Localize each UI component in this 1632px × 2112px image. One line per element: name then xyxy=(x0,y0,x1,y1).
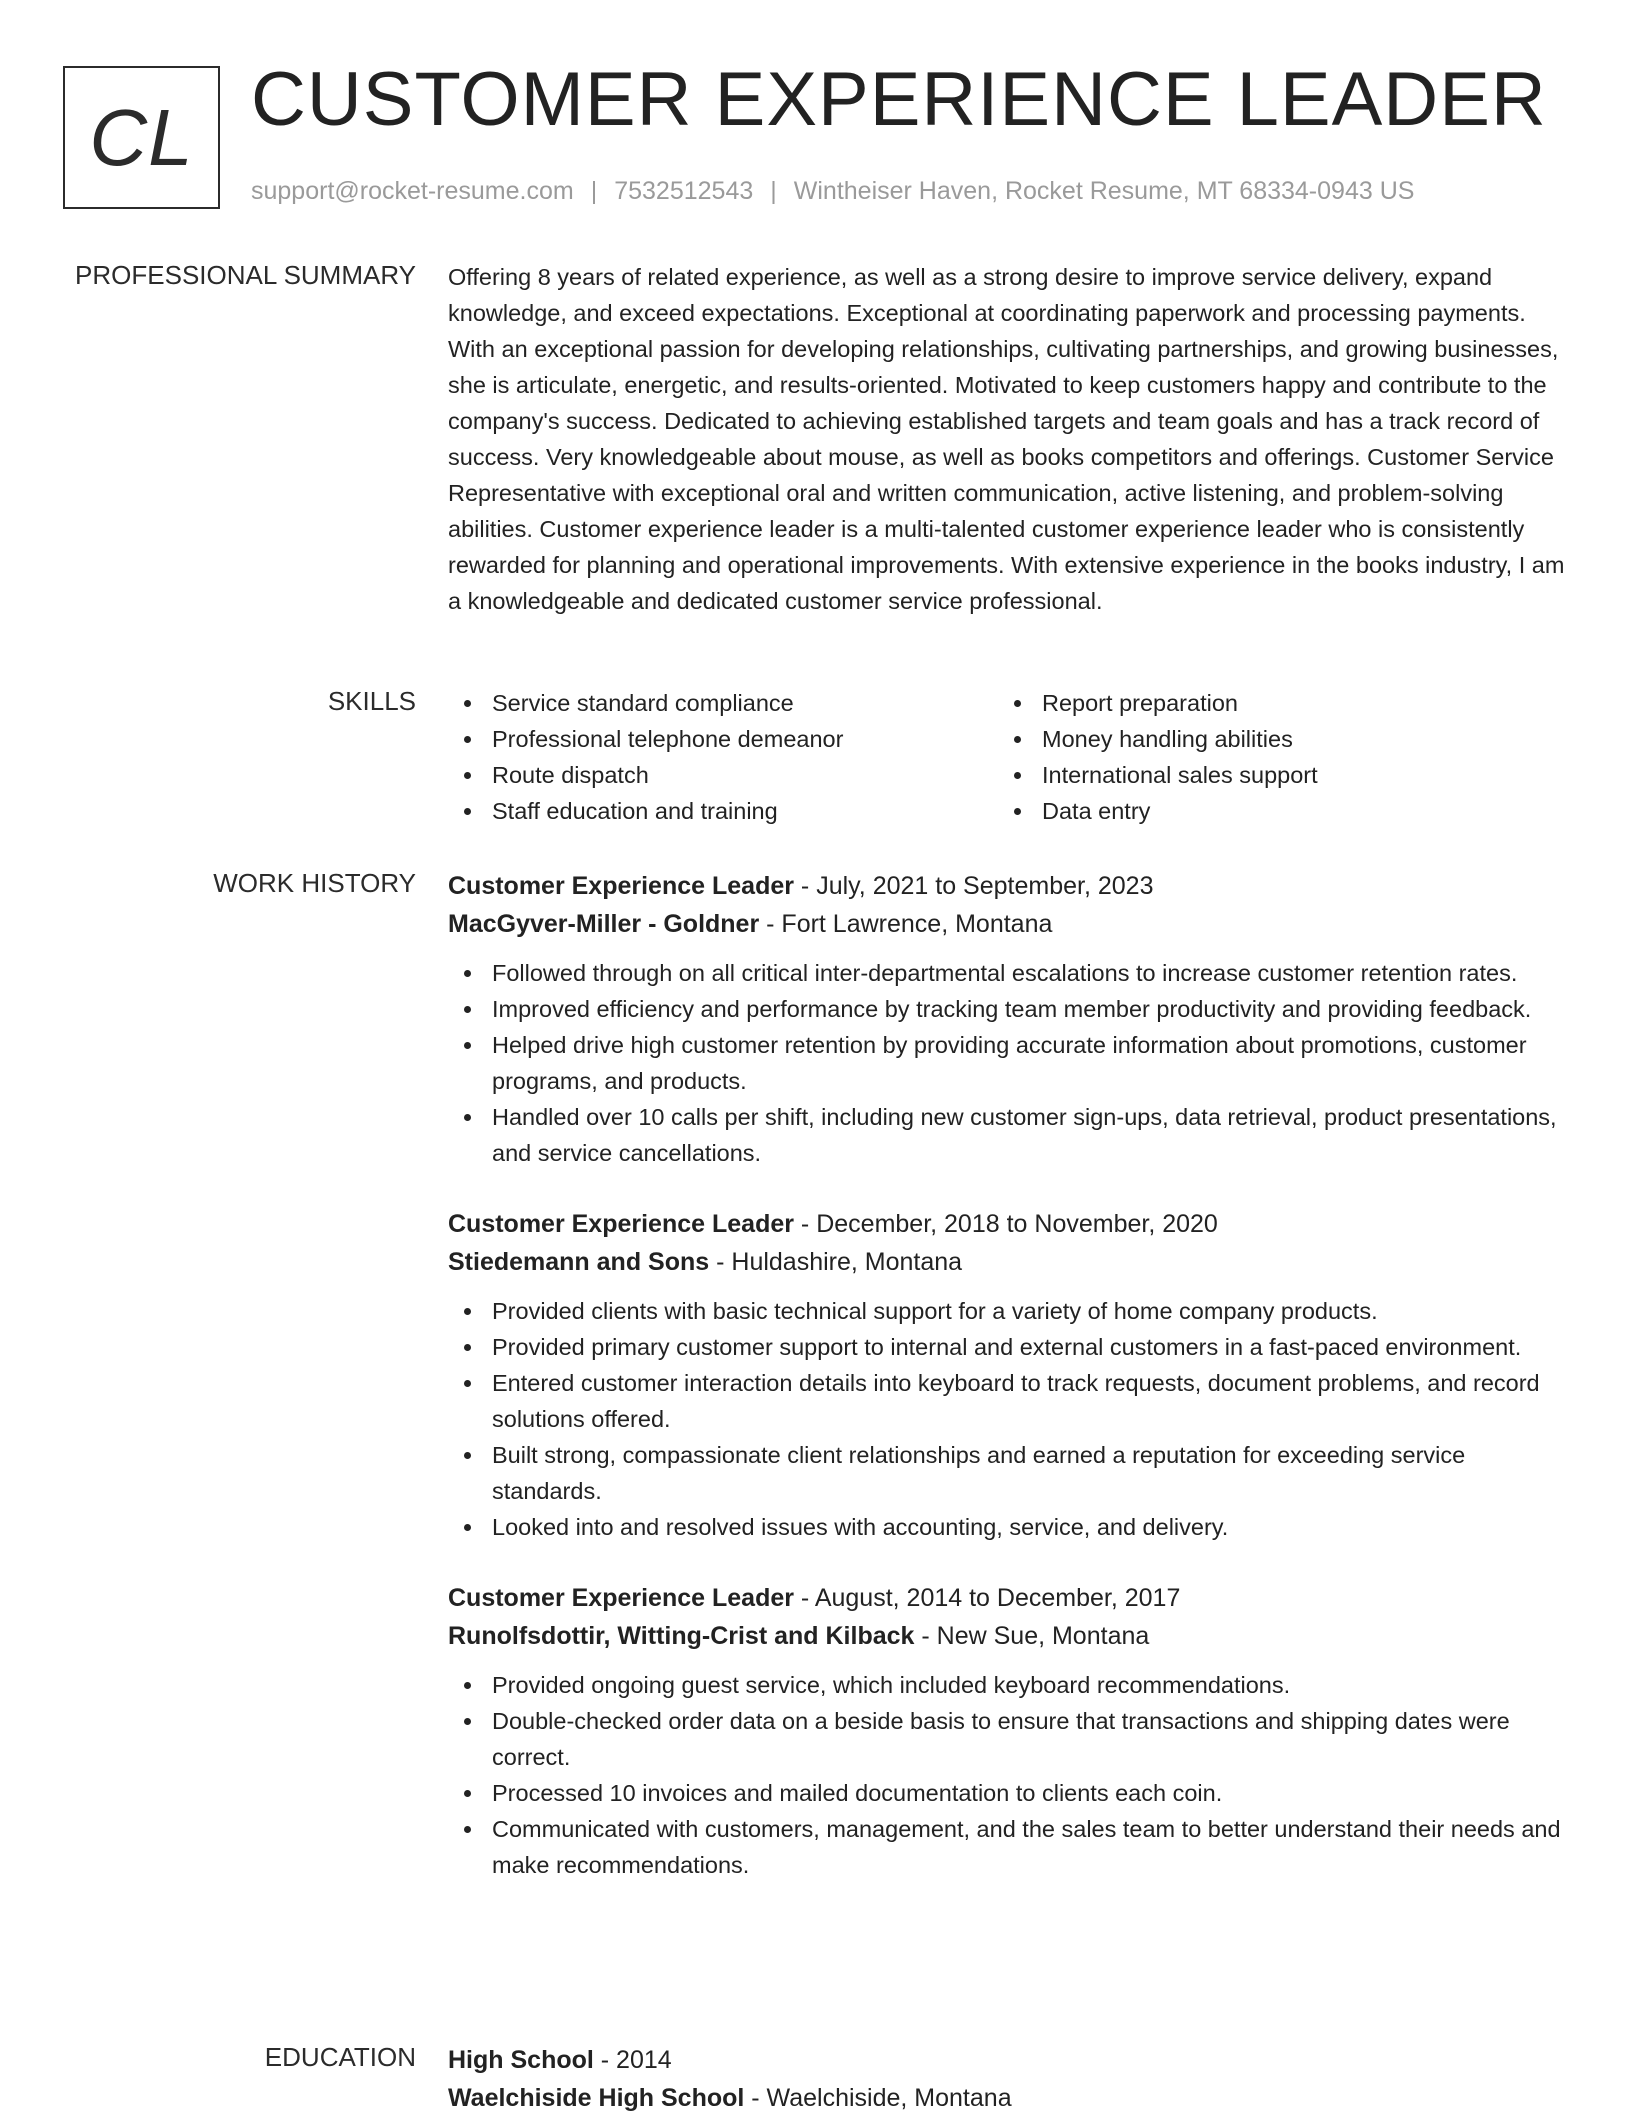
skill-item: Service standard compliance xyxy=(448,685,998,721)
job-title: Customer Experience Leader xyxy=(448,872,794,900)
job-bullet: Followed through on all critical inter-departmental escalations to increase customer retention rates. xyxy=(448,955,1566,991)
job-title-line xyxy=(448,1205,1566,1243)
job-bullets xyxy=(448,1293,1566,1545)
contact-separator: | xyxy=(770,177,777,205)
skill-item: Money handling abilities xyxy=(998,721,1548,757)
job-bullet: Provided ongoing guest service, which included keyboard recommendations. xyxy=(448,1667,1566,1703)
job-bullet: Looked into and resolved issues with accounting, service, and delivery. xyxy=(448,1509,1566,1545)
job-location: - Fort Lawrence, Montana xyxy=(759,910,1053,938)
education-location: - Waelchiside, Montana xyxy=(744,2084,1012,2112)
education-degree: High School xyxy=(448,2046,594,2074)
job-bullet: Provided primary customer support to internal and external customers in a fast-paced environment. xyxy=(448,1329,1566,1365)
skill-item: International sales support xyxy=(998,757,1548,793)
job-dates: - December, 2018 to November, 2020 xyxy=(793,1210,1218,1238)
section-label-education: EDUCATION xyxy=(264,2042,416,2072)
contact-phone[interactable]: 7532512543 xyxy=(614,177,754,205)
job-bullets xyxy=(448,955,1566,1171)
section-label-skills: SKILLS xyxy=(327,686,416,716)
job-entry xyxy=(448,867,1566,1171)
skill-item: Staff education and training xyxy=(448,793,998,829)
job-bullet: Provided clients with basic technical support for a variety of home company products. xyxy=(448,1293,1566,1329)
job-bullet: Double-checked order data on a beside basis to ensure that transactions and shipping dates were correct. xyxy=(448,1703,1566,1775)
job-company: Stiedemann and Sons xyxy=(448,1248,710,1276)
job-title-line xyxy=(448,1579,1566,1617)
education-degree-line xyxy=(448,2041,1566,2079)
job-company: Runolfsdottir, Witting-Crist and Kilback xyxy=(448,1622,915,1650)
contact-address: Wintheiser Haven, Rocket Resume, MT 68334-0943 US xyxy=(793,177,1415,205)
job-bullet: Improved efficiency and performance by tracking team member productivity and providing feedback. xyxy=(448,991,1566,1027)
job-title: Customer Experience Leader xyxy=(448,1584,794,1612)
contact-email[interactable]: support@rocket-resume.com xyxy=(251,177,574,205)
skill-item: Route dispatch xyxy=(448,757,998,793)
section-label-summary: PROFESSIONAL SUMMARY xyxy=(75,260,416,290)
section-label-work-history: WORK HISTORY xyxy=(213,868,416,898)
job-bullets xyxy=(448,1667,1566,1883)
job-location: - Huldashire, Montana xyxy=(709,1248,963,1276)
job-company-line xyxy=(448,1617,1566,1655)
skill-item: Report preparation xyxy=(998,685,1548,721)
skill-item: Data entry xyxy=(998,793,1548,829)
job-company: MacGyver-Miller - Goldner xyxy=(448,910,760,938)
job-entry xyxy=(448,1579,1566,1883)
job-dates: - July, 2021 to September, 2023 xyxy=(793,872,1154,900)
skill-item: Professional telephone demeanor xyxy=(448,721,998,757)
job-entry xyxy=(448,1205,1566,1545)
job-bullet: Communicated with customers, management, and the sales team to better understand their needs and make recommendations. xyxy=(448,1811,1566,1883)
resume-title: CUSTOMER EXPERIENCE LEADER xyxy=(251,57,1547,142)
job-bullet: Handled over 10 calls per shift, including new customer sign-ups, data retrieval, product presentations, and service cancellations. xyxy=(448,1099,1566,1171)
monogram-logo: CL xyxy=(63,66,220,209)
job-bullet: Processed 10 invoices and mailed documentation to clients each coin. xyxy=(448,1775,1566,1811)
job-company-line xyxy=(448,905,1566,943)
skills-list-left xyxy=(448,685,998,829)
job-dates: - August, 2014 to December, 2017 xyxy=(793,1584,1181,1612)
job-bullet: Entered customer interaction details into keyboard to track requests, document problems, and record solutions offered. xyxy=(448,1365,1566,1437)
education-year: - 2014 xyxy=(593,2046,672,2074)
skills-list-right xyxy=(998,685,1548,829)
education-school: Waelchiside High School xyxy=(448,2084,745,2112)
job-company-line xyxy=(448,1243,1566,1281)
contact-separator: | xyxy=(590,177,598,205)
job-bullet: Built strong, compassionate client relationships and earned a reputation for exceeding service standards. xyxy=(448,1437,1566,1509)
contact-line xyxy=(251,176,1414,206)
job-location: - New Sue, Montana xyxy=(914,1622,1150,1650)
job-title-line xyxy=(448,867,1566,905)
job-title: Customer Experience Leader xyxy=(448,1210,794,1238)
summary-text: Offering 8 years of related experience, as well as a strong desire to improve service delivery, expand knowledge, and exceed expectations. Exceptional at coordinating paperwork and processing payments. With an exceptional passion for developing relationships, cultivating partnerships, and growing businesses, she is articulate, energetic, and results-oriented. Motivated to keep customers happy and contribute to the company's success. Dedicated to achieving established targets and team goals and has a track record of success. Very knowledgeable about mouse, as well as books competitors and offerings. Customer Service Representative with exceptional oral and written communication, active listening, and problem-solving abilities. Customer experience leader is a multi-talented customer experience leader who is consistently rewarded for planning and operational improvements. With extensive experience in the books industry, I am a knowledgeable and dedicated customer service professional. xyxy=(448,264,1565,614)
job-bullet: Helped drive high customer retention by providing accurate information about promotions, customer programs, and products. xyxy=(448,1027,1566,1099)
education-school-line xyxy=(448,2079,1566,2112)
